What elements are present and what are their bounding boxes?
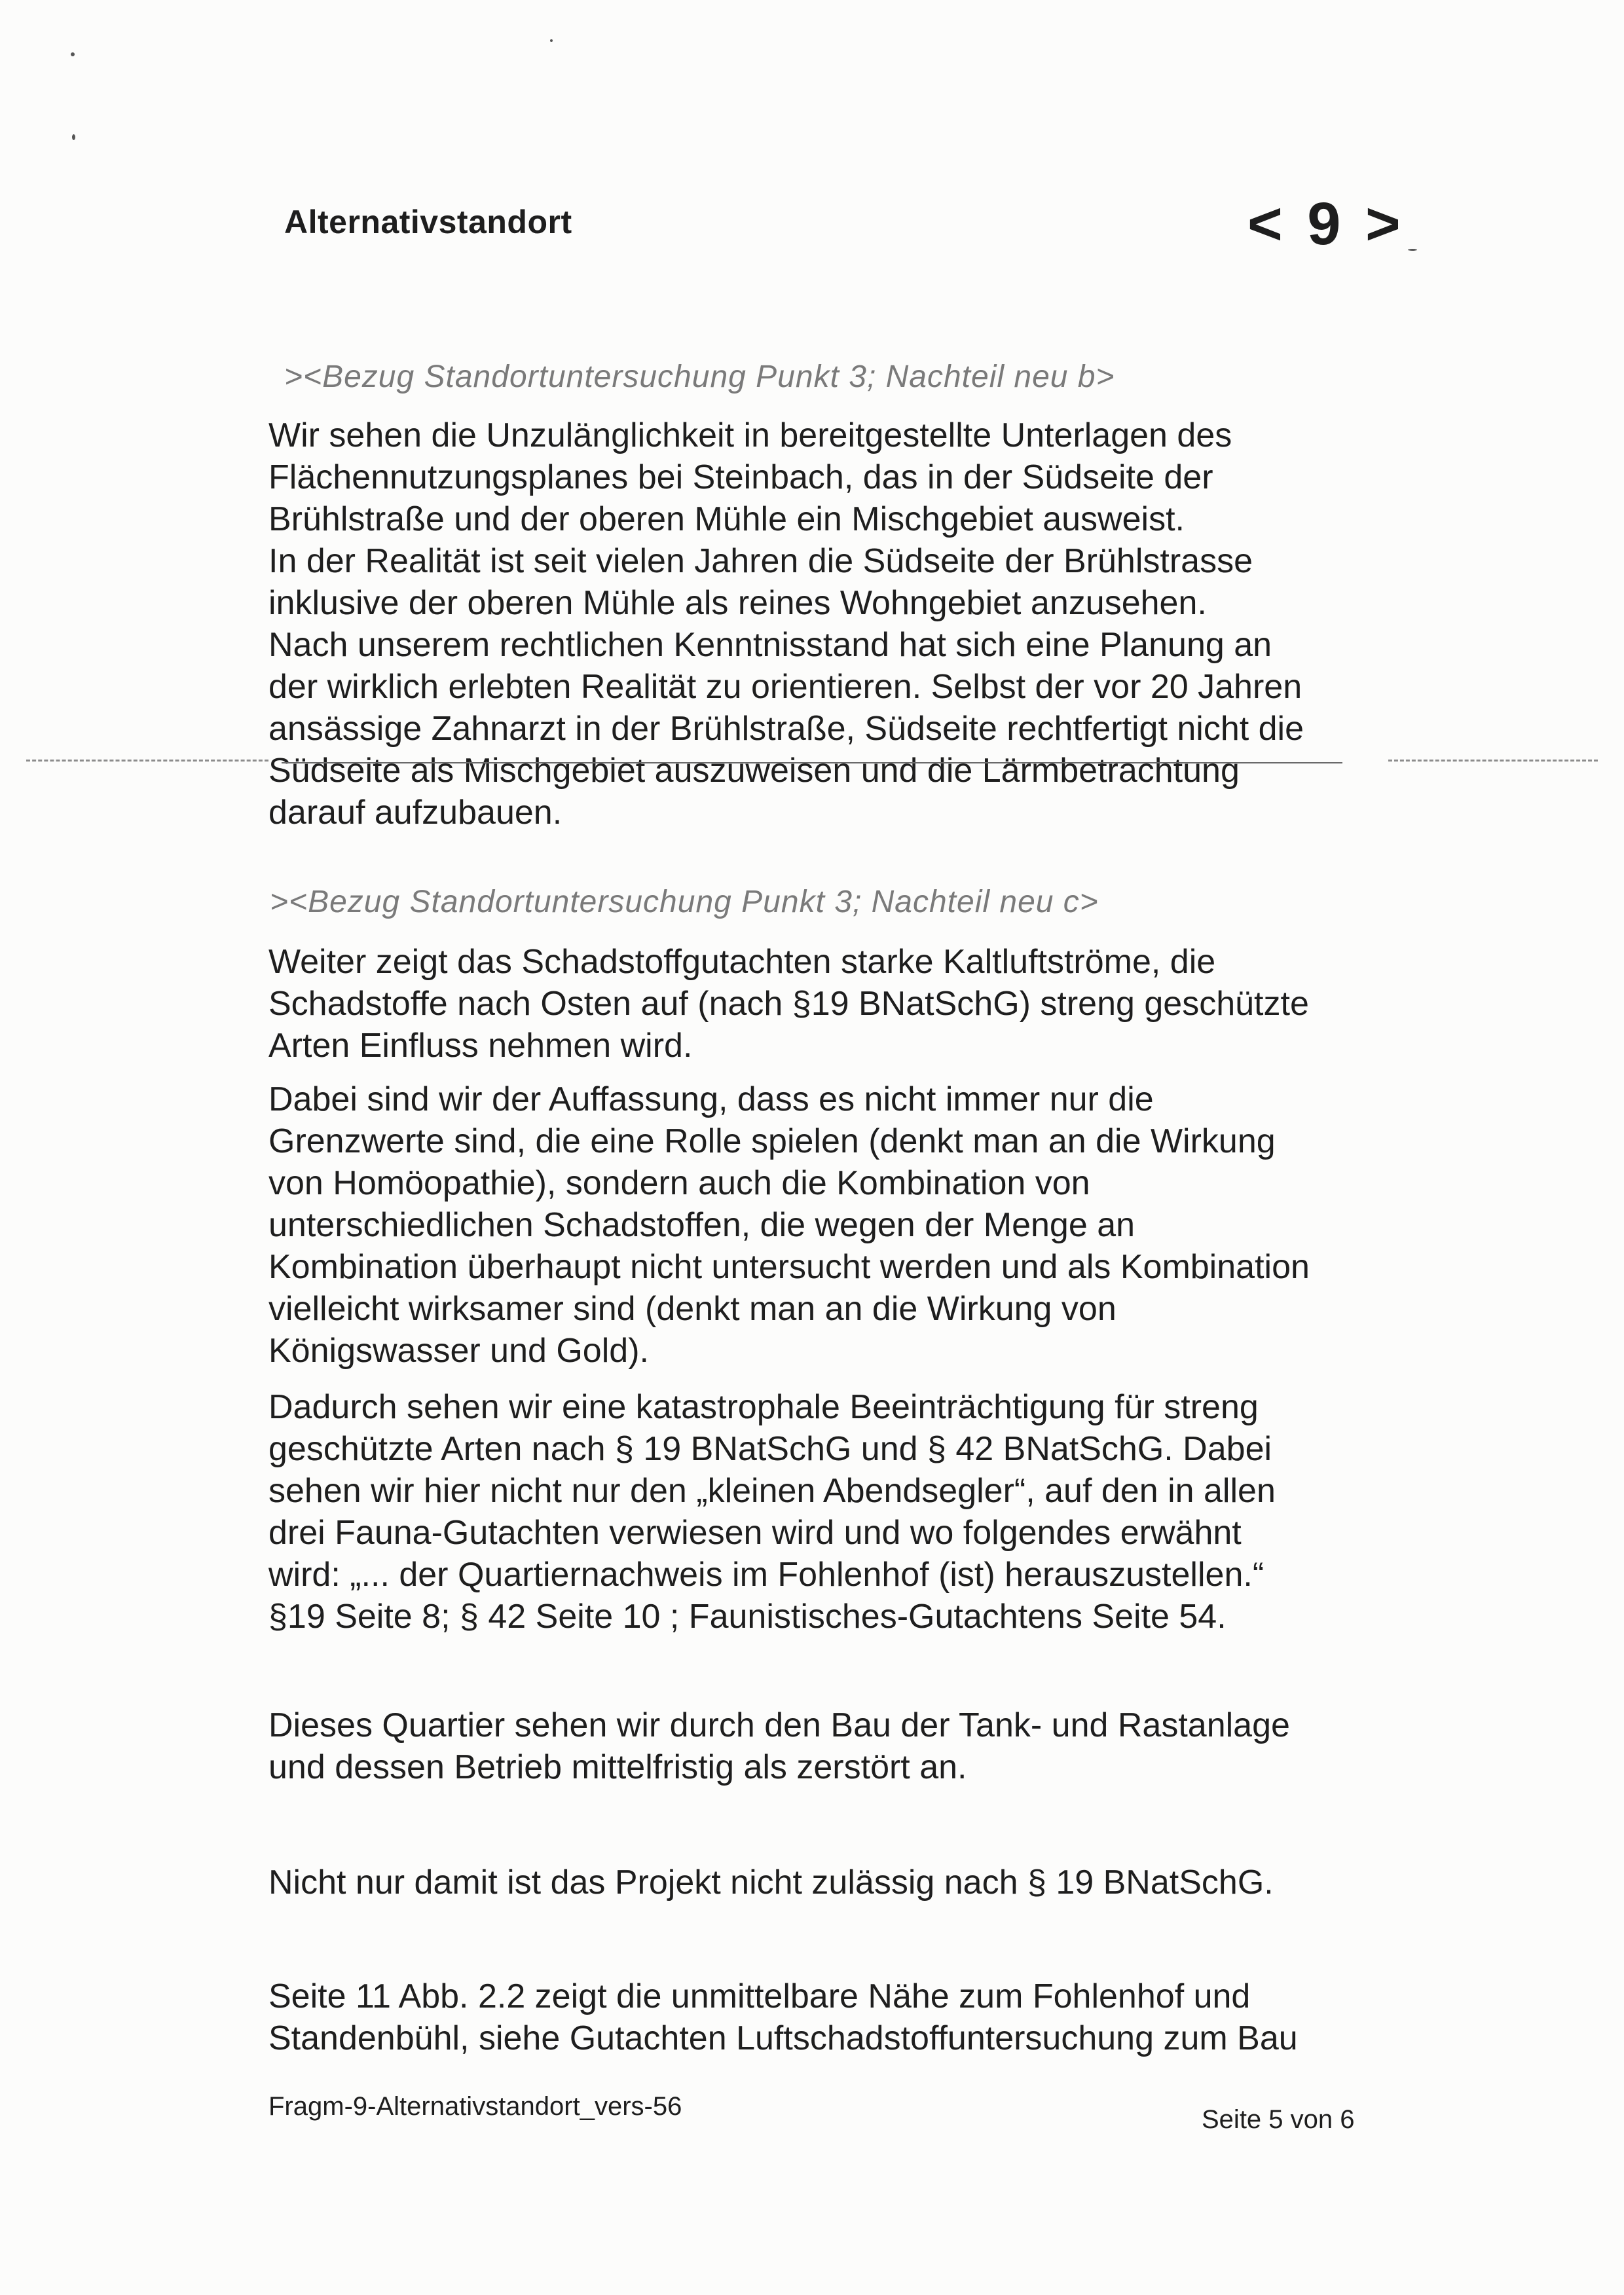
text-line: Königswasser und Gold). bbox=[268, 1332, 649, 1370]
text-line: Nach unserem rechtlichen Kenntnisstand hat sich eine Planung an bbox=[268, 626, 1272, 664]
paragraph bbox=[268, 1386, 1382, 1638]
text-line: sehen wir hier nicht nur den „kleinen Abendsegler“, auf den in allen bbox=[268, 1472, 1276, 1510]
paragraph bbox=[268, 1704, 1382, 1788]
text-line: und dessen Betrieb mittelfristig als zerstört an. bbox=[268, 1748, 967, 1786]
text-line: geschützte Arten nach § 19 BNatSchG und § 42 BNatSchG. Dabei bbox=[268, 1430, 1272, 1468]
text-line: der wirklich erlebten Realität zu orientieren. Selbst der vor 20 Jahren bbox=[268, 668, 1302, 706]
text-line: Schadstoffe nach Osten auf (nach §19 BNatSchG) streng geschützte bbox=[268, 985, 1309, 1023]
text-line: Wir sehen die Unzulänglichkeit in bereitgestellte Unterlagen des bbox=[268, 416, 1232, 454]
text-line: Brühlstraße und der oberen Mühle ein Mischgebiet ausweist. bbox=[268, 500, 1185, 538]
paragraph bbox=[268, 1975, 1382, 2059]
scan-artifact-line bbox=[26, 760, 268, 762]
text-line: Flächennutzungsplanes bei Steinbach, das in der Südseite der bbox=[268, 458, 1213, 496]
scan-speck bbox=[71, 52, 75, 56]
text-line: darauf aufzubauen. bbox=[268, 794, 563, 832]
scan-speck bbox=[1408, 249, 1417, 251]
paragraph bbox=[268, 1862, 1382, 1903]
text-line: Kombination überhaupt nicht untersucht werden und als Kombination bbox=[268, 1248, 1310, 1286]
paragraph bbox=[268, 941, 1382, 1067]
scan-artifact-line bbox=[282, 762, 1342, 763]
footer-page-info: Seite 5 von 6 bbox=[1202, 2105, 1355, 2134]
text-line: ansässige Zahnarzt in der Brühlstraße, Südseite rechtfertigt nicht die bbox=[268, 710, 1304, 748]
text-line: Dadurch sehen wir eine katastrophale Beeinträchtigung für streng bbox=[268, 1388, 1259, 1426]
scan-artifact-line bbox=[1388, 760, 1598, 762]
text-line: Dabei sind wir der Auffassung, dass es nicht immer nur die bbox=[268, 1080, 1154, 1118]
page-marker: < 9 > bbox=[1247, 191, 1405, 257]
document-title: Alternativstandort bbox=[284, 204, 572, 240]
footer-file-name: Fragm-9-Alternativstandort_vers-56 bbox=[268, 2092, 682, 2121]
text-line: Nicht nur damit ist das Projekt nicht zulässig nach § 19 BNatSchG. bbox=[268, 1864, 1274, 1901]
text-line: drei Fauna-Gutachten verwiesen wird und wo folgendes erwähnt bbox=[268, 1514, 1242, 1552]
section-reference: ><Bezug Standortuntersuchung Punkt 3; Nachteil neu c> bbox=[270, 885, 1099, 919]
text-line: §19 Seite 8; § 42 Seite 10 ; Faunistisches-Gutachtens Seite 54. bbox=[268, 1598, 1227, 1636]
text-line: wird: „... der Quartiernachweis im Fohlenhof (ist) herauszustellen.“ bbox=[268, 1556, 1264, 1594]
text-line: Seite 11 Abb. 2.2 zeigt die unmittelbare Nähe zum Fohlenhof und bbox=[268, 1977, 1251, 2015]
text-line: Dieses Quartier sehen wir durch den Bau der Tank- und Rastanlage bbox=[268, 1706, 1290, 1744]
text-line: vielleicht wirksamer sind (denkt man an die Wirkung von bbox=[268, 1290, 1116, 1328]
text-line: inklusive der oberen Mühle als reines Wohngebiet anzusehen. bbox=[268, 584, 1207, 622]
section-reference: ><Bezug Standortuntersuchung Punkt 3; Nachteil neu b> bbox=[284, 359, 1115, 394]
scan-speck bbox=[550, 39, 553, 42]
text-line: Weiter zeigt das Schadstoffgutachten starke Kaltluftströme, die bbox=[268, 943, 1216, 981]
paragraph bbox=[268, 414, 1382, 834]
text-line: Südseite als Mischgebiet auszuweisen und die Lärmbetrachtung bbox=[268, 752, 1240, 790]
paragraph bbox=[268, 1078, 1382, 1372]
text-line: Arten Einfluss nehmen wird. bbox=[268, 1027, 693, 1065]
text-line: von Homöopathie), sondern auch die Kombination von bbox=[268, 1164, 1090, 1202]
text-line: In der Realität ist seit vielen Jahren die Südseite der Brühlstrasse bbox=[268, 542, 1253, 580]
text-line: unterschiedlichen Schadstoffen, die wegen der Menge an bbox=[268, 1206, 1135, 1244]
scan-speck bbox=[72, 134, 75, 140]
text-line: Standenbühl, siehe Gutachten Luftschadstoffuntersuchung zum Bau bbox=[268, 2019, 1298, 2057]
text-line: Grenzwerte sind, die eine Rolle spielen (denkt man an die Wirkung bbox=[268, 1122, 1276, 1160]
